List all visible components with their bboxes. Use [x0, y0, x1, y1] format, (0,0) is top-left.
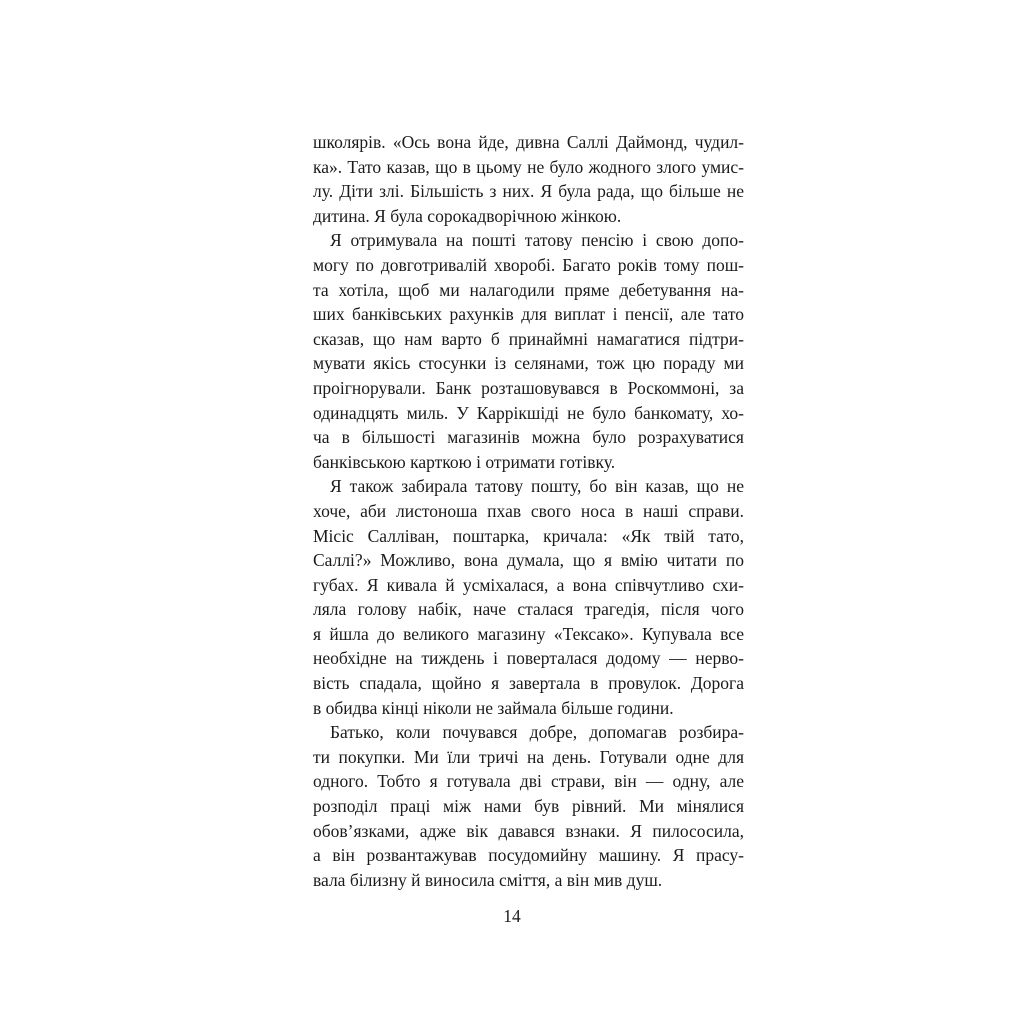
text-line: одного. Тобто я готувала дві страви, він — одну, але	[313, 771, 744, 792]
text-line: Я отримувала на пошті татову пенсію і свою допо-	[330, 230, 744, 251]
text-line: а він розвантажував посудомийну машину. Я прасу-	[313, 845, 744, 866]
text-line: в обидва кінці ніколи не займала більше години.	[313, 697, 674, 718]
text-line: дитина. Я була сорокадворічною жінкою.	[313, 205, 622, 226]
text-line: Місіс Салліван, поштарка, кричала: «Як твій тато,	[313, 525, 744, 546]
text-line: Я також забирала татову пошту, бо він казав, що не	[330, 476, 744, 497]
text-line: розподіл праці між нами був рівний. Ми мінялися	[313, 796, 744, 817]
text-line: Саллі?» Можливо, вона думала, що я вмію читати по	[313, 550, 744, 571]
text-line: хоче, аби листоноша пхав свого носа в наші справи.	[313, 500, 744, 521]
text-line: ти покупки. Ми їли тричі на день. Готували одне для	[313, 746, 744, 767]
text-line: ча в більшості магазинів можна було розрахуватися	[313, 427, 744, 448]
text-line: одинадцять миль. У Каррікшіді не було банкомату, хо-	[313, 402, 744, 423]
text-line: школярів. «Ось вона йде, дивна Саллі Даймонд, чудил-	[313, 132, 744, 152]
paragraph	[313, 130, 744, 228]
text-line: губах. Я кивала й усміхалася, а вона співчутливо схи-	[313, 574, 744, 595]
text-line: вала білизну й виносила сміття, а він мив душ.	[313, 869, 663, 890]
text-line: проігнорували. Банк розташовувався в Роскоммоні, за	[313, 377, 744, 398]
paragraph	[313, 228, 744, 474]
paragraph	[313, 720, 744, 892]
text-line: лу. Діти злі. Більшість з них. Я була рада, що більше не	[313, 181, 744, 202]
text-line: ших банківських рахунків для виплат і пенсії, але тато	[313, 304, 744, 325]
text-line: мувати якісь стосунки із селянами, тож цю пораду ми	[313, 353, 744, 374]
paragraph	[313, 474, 744, 720]
text-line: я йшла до великого магазину «Тексако». Купувала все	[313, 623, 744, 644]
text-line: банківською карткою і отримати готівку.	[313, 451, 616, 472]
text-line: ляла голову набік, наче сталася трагедія, після чого	[313, 599, 744, 620]
text-line: вість спадала, щойно я завертала в провулок. Дорога	[313, 673, 744, 694]
text-line: могу по довготривалій хворобі. Багато років тому пош-	[313, 254, 744, 275]
text-line: обов’язками, адже вік давався взнаки. Я пилососила,	[313, 820, 744, 841]
body-text	[313, 130, 744, 892]
text-line: Батько, коли почувався добре, допомагав розбира-	[330, 722, 744, 743]
text-line: ка». Тато казав, що в цьому не було жодного злого умис-	[313, 156, 744, 177]
text-line: необхідне на тиждень і поверталася додому — нерво-	[313, 648, 744, 669]
page-number: 14	[503, 906, 521, 926]
text-line: та хотіла, щоб ми налагодили пряме дебетування на-	[313, 279, 744, 300]
text-line: сказав, що нам варто б принаймні намагатися підтри-	[313, 328, 744, 349]
